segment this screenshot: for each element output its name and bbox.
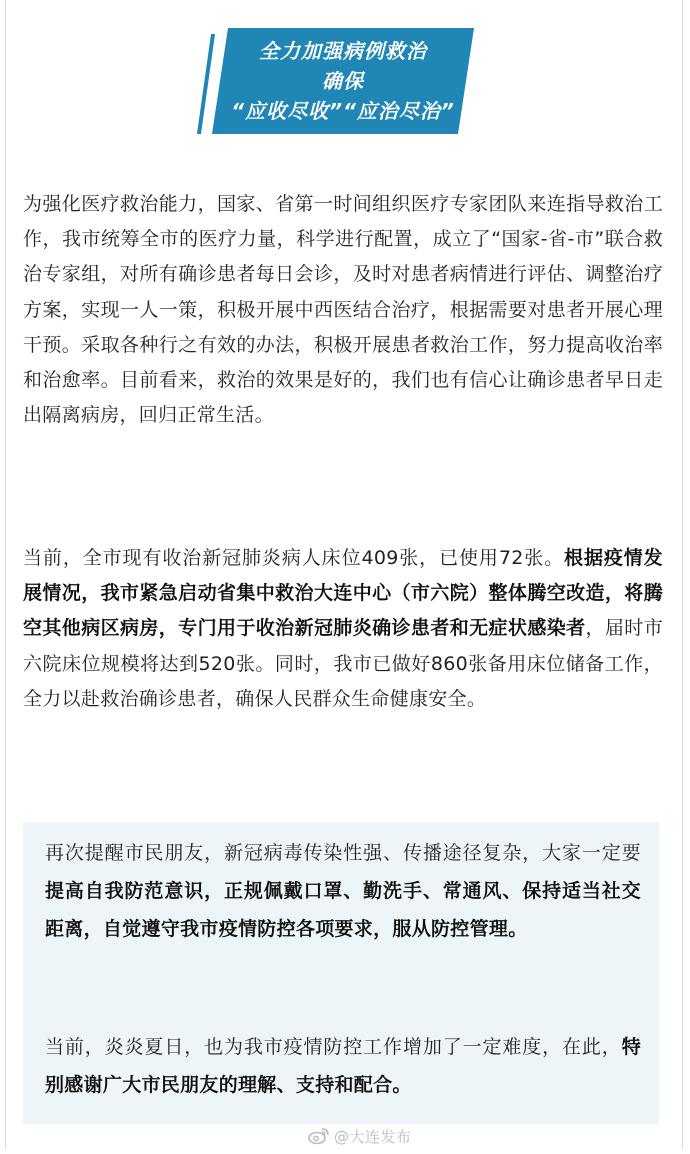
bed-capacity-intro: 当前，全市现有收治新冠肺炎病人床位409张，已使用72张。 [23, 547, 565, 569]
title-line-1: 全力加强病例救治 [259, 39, 427, 63]
thanks-paragraph [45, 1028, 641, 1104]
reminder-paragraph [45, 834, 641, 948]
reminder-intro: 再次提醒市民朋友，新冠病毒传染性强、传播途径复杂，大家一定要 [45, 842, 641, 864]
paragraph-bed-capacity [23, 541, 663, 717]
title-line-2: 确保 [322, 69, 364, 93]
reminder-notice-box [23, 822, 659, 1124]
watermark-text: @大连发布 [334, 1127, 412, 1146]
title-line-3: “应收尽收”“应治尽治” [231, 99, 455, 123]
paragraph-medical-treatment: 为强化医疗救治能力，国家、省第一时间组织医疗专家团队来连指导救治工作，我市统筹全市的医疗力量，科学进行配置，成立了“国家-省-市”联合救治专家组，对所有确诊患者每日会诊，及时对患者病情进行评估、调整治疗方案，实现一人一策，积极开展中西医结合治疗，根据需要对患者开展心理干预。采取各种行之有效的办法，积极开展患者救治工作，努力提高收治率和治愈率。目前看来，救治的效果是好的，我们也有信心让确诊患者早日走出隔离病房，回归正常生活。 [23, 193, 663, 427]
weibo-icon [308, 1127, 330, 1145]
title-banner [212, 28, 474, 134]
thanks-highlight: 特别感谢广大市民朋友的理解、支持和配合。 [45, 1036, 641, 1096]
reminder-highlight: 提高自我防范意识，正规佩戴口罩、勤洗手、常通风、保持适当社交距离，自觉遵守我市疫情防控各项要求，服从防控管理。 [45, 880, 641, 940]
bed-capacity-rest: ，届时市六院床位规模将达到520张。同时，我市已做好860张备用床位储备工作，全力以赴救治确诊患者，确保人民群众生命健康安全。 [23, 617, 664, 710]
thanks-intro: 当前，炎炎夏日，也为我市疫情防控工作增加了一定难度，在此， [45, 1036, 622, 1058]
bed-capacity-highlight: 根据疫情发展情况，我市紧急启动省集中救治大连中心（市六院）整体腾空改造，将腾空其他病区病房，专门用于收治新冠肺炎确诊患者和无症状感染者 [23, 547, 663, 640]
weibo-watermark [308, 1125, 412, 1147]
